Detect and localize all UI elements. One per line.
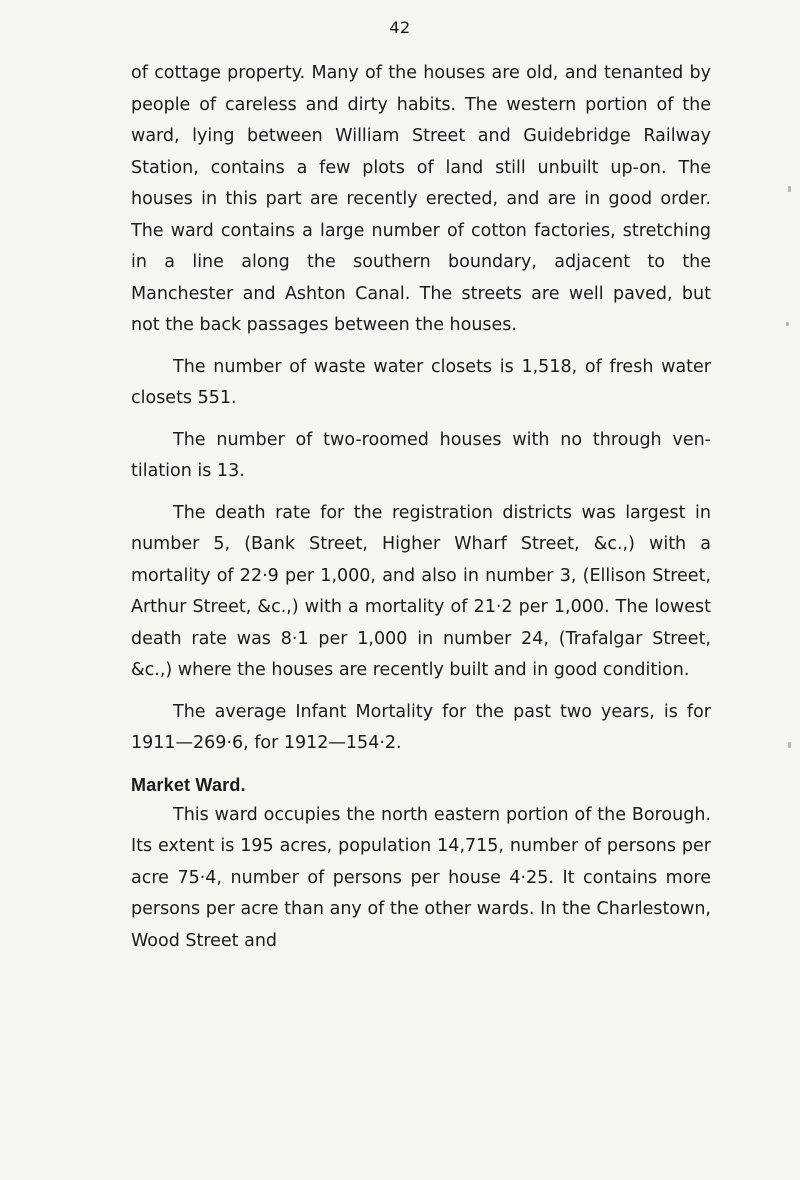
page-number: 42 bbox=[389, 18, 411, 37]
paragraph-water-closets: The number of waste water closets is 1,518, of fresh water closets 551. bbox=[131, 356, 711, 408]
paragraph-death-rate: The death rate for the registration districts was largest in number 5, (Bank Street, Higher Wharf Street, &c.,) with a mortality of 22·9 per 1,000, and also in number 3, (Ellison Street, Arthur Street, &c.,) with a mortality of 21·2 per 1,000. The lowest death rate was 8·1 per 1,000 in number 24, (Trafalgar Street, &c.,) where the houses are recently built and in good condition. bbox=[131, 502, 711, 680]
paper-speck bbox=[788, 186, 791, 192]
paper-speck bbox=[786, 322, 789, 326]
paper-speck bbox=[788, 742, 791, 748]
paragraph-cottage-property: of cottage property. Many of the houses are old, and tenanted by people of careless and dirty habits. The western portion of the ward, lying between William Street and Guidebridge Railway Station, contains a few plots of land still unbuilt up-on. The houses in this part are recently erected, and are in good order. The ward contains a large number of cotton factories, stretching in a line along the southern boundary, adjacent to the Manchester and Ashton Canal. The streets are well paved, but not the back passages between the houses. bbox=[131, 63, 711, 335]
body-text bbox=[131, 58, 711, 967]
paragraph-infant-mortality: The average Infant Mortality for the past two years, is for 1911—269·6, for 1912—154·2. bbox=[131, 701, 711, 753]
section-heading-market-ward: Market Ward. bbox=[131, 774, 246, 795]
paragraph-market-ward: This ward occupies the north eastern portion of the Borough. Its extent is 195 acres, population 14,715, number of persons per acre 75·4, number of persons per house 4·25. It contains more persons per acre than any of the other wards. In the Charlestown, Wood Street and bbox=[131, 804, 711, 951]
paragraph-two-roomed-houses: The number of two-roomed houses with no through ven-tilation is 13. bbox=[131, 429, 711, 481]
